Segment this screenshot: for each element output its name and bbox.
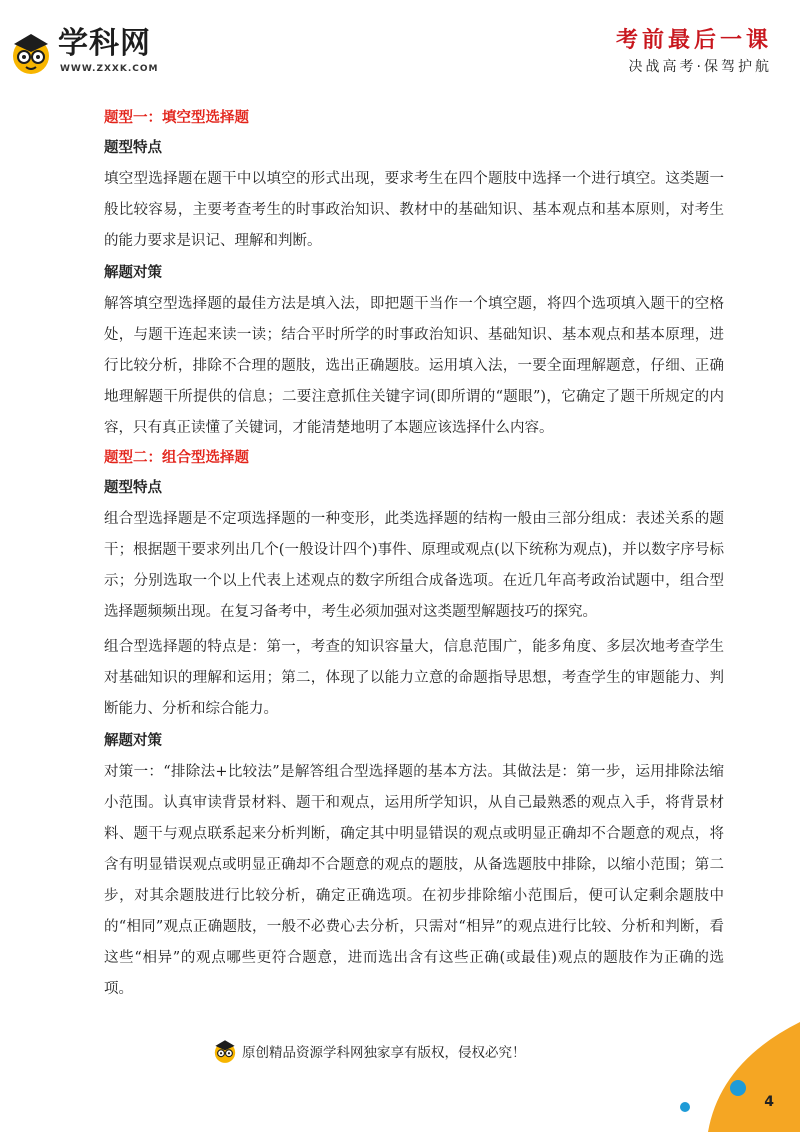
section-2-features-text-2 [104,632,724,725]
section-2-features-text-1-content: 组合型选择题是不定项选择题的一种变形，此类选择题的结构一般由三部分组成：表述关系的题干；根据题干要求列出几个(一般设计四个)事件、原理或观点(以下统称为观点)，并以数字序号标示；分别选取一个以上代表上述观点的数字所组合成备选项。在近几年高考政治试题中，组合型选择题频频出现。在复习备考中，考生必须加强对这类题型解题技巧的探究。 [104,511,724,620]
section-1-strategy-heading: 解题对策 [104,264,162,281]
copyright-note [212,1036,526,1066]
copyright-text: 原创精品资源学科网独家享有版权，侵权必究！ [242,1045,526,1061]
section-2-strategy-text-content: 对策一：“排除法+比较法”是解答组合型选择题的基本方法。其做法是：第一步，运用排除法缩小范围。认真审读背景材料、题干和观点，运用所学知识，从自己最熟悉的观点入手，将背景材料、题干与观点联系起来分析判断，确定其中明显错误的观点或明显正确却不合题意的观点，将含有明显错误观点或明显正确却不合题意的观点的题肢，从备选题肢中排除，以缩小范围；第二步，对其余题肢进行比较分析，确定正确选项。在初步排除缩小范围后，便可认定剩余题肢中的“相同”观点正确题肢，一般不必费心去分析，只需对“相异”的观点进行比较、分析和判断，看这些“相异”的观点哪些更符合题意，进而选出含有这些正确(或最佳)观点的题肢作为正确的选项。 [104,764,724,997]
section-1-strategy-text-content: 解答填空型选择题的最佳方法是填入法，即把题干当作一个填空题，将四个选项填入题干的空格处，与题干连起来读一读；结合平时所学的时事政治知识、基础知识、基本观点和基本原理，进行比较分析，排除不合理的题肢，选出正确题肢。运用填入法，一要全面理解题意，仔细、正确地理解题干所提供的信息；二要注意抓住关键字词(即所谓的“题眼”)，它确定了题干所规定的内容，只有真正读懂了关键词，才能清楚地明了本题应该选择什么内容。 [104,296,724,436]
slogan-sub: 决战高考·保驾护航 [628,59,772,75]
section-2-strategy-text [104,757,724,1005]
section-1-features-text [104,164,724,257]
mascot-icon [212,1038,238,1064]
section-2-features-text-2-content: 组合型选择题的特点是：第一，考查的知识容量大，信息范围广，能多角度、多层次地考查学生对基础知识的理解和运用；第二，体现了以能力立意的命题指导思想，考查学生的审题能力、判断能力、分析和综合能力。 [104,639,724,717]
mascot-icon [8,30,54,76]
corner-decoration [690,1022,800,1132]
section-1-features-heading: 题型特点 [104,139,162,156]
section-2-features-heading: 题型特点 [104,479,162,496]
section-1-features-text-content: 填空型选择题在题干中以填空的形式出现，要求考生在四个题肢中选择一个进行填空。这类题一般比较容易，主要考查考生的时事政治知识、教材中的基础知识、基本观点和基本原则，对考生的能力要求是识记、理解和判断。 [104,171,724,249]
section-2-title: 题型二：组合型选择题 [104,449,249,466]
section-2-features-text-1 [104,504,724,628]
section-1-title: 题型一：填空型选择题 [104,109,249,126]
page-header [0,0,800,90]
zxxk-logo [8,26,168,76]
logo-name: 学科网 [58,26,151,61]
slogan-main: 考前最后一课 [615,27,772,53]
decorative-dot-small [680,1102,690,1112]
header-slogan [616,26,772,78]
document-body [104,104,724,1005]
section-2-strategy-heading: 解题对策 [104,732,162,749]
page-number: 4 [764,1094,774,1110]
section-1-strategy-text [104,289,724,444]
logo-url: WWW.ZXXK.COM [60,64,159,74]
decorative-dot-large [730,1080,746,1096]
